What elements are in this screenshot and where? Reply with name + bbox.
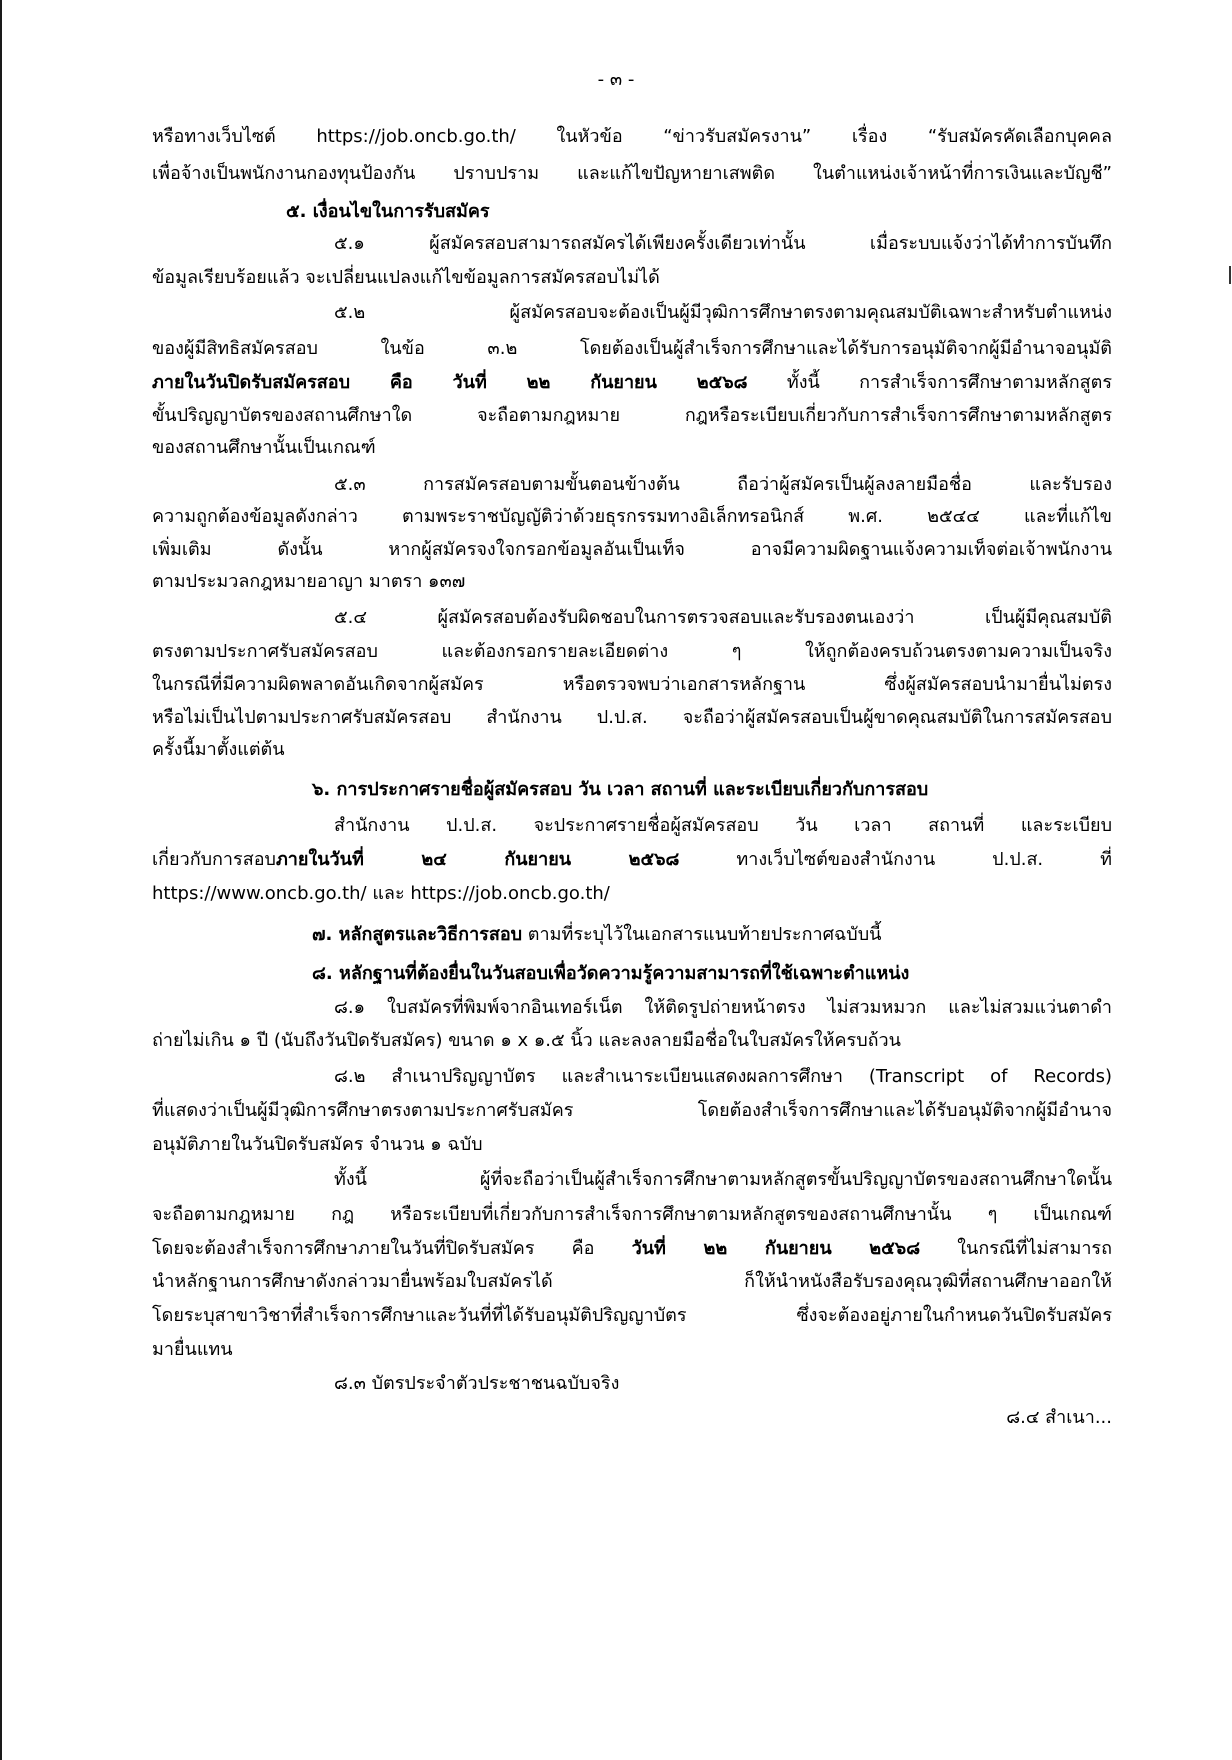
- section-6-text: ทางเว็บไซต์ของสำนักงาน ป.ป.ส. ที่: [679, 849, 1112, 870]
- intro-line: หรือทางเว็บไซต์ https://job.oncb.go.th/ ในหัวข้อ “ข่าวรับสมัครงาน” เรื่อง “รับสมัครคัดเลือกบุคคล: [152, 126, 1112, 147]
- closing-date-bold: วันที่ ๒๒ กันยายน ๒๕๖๘: [631, 1238, 921, 1259]
- note-line: จะถือตามกฎหมาย กฎ หรือระเบียบที่เกี่ยวกับการสำเร็จการศึกษาตามหลักสูตรของสถานศึกษานั้น ๆ เป็นเกณฑ์: [152, 1204, 1112, 1225]
- note-line: นำหลักฐานการศึกษาดังกล่าวมายื่นพร้อมใบสมัครได้ ก็ให้นำหนังสือรับรองคุณวุฒิที่สถานศึกษาออกให้: [152, 1271, 1112, 1292]
- item-5-4-line: ในกรณีที่มีความผิดพลาดอันเกิดจากผู้สมัคร หรือตรวจพบว่าเอกสารหลักฐาน ซึ่งผู้สมัครสอบนำมายื่นไม่ตรง: [152, 674, 1112, 695]
- section-6-heading: ๖. การประกาศรายชื่อผู้สมัครสอบ วัน เวลา สถานที่ และระเบียบเกี่ยวกับการสอบ: [312, 779, 929, 800]
- section-6-line: https://www.oncb.go.th/ และ https://job.oncb.go.th/: [152, 883, 610, 904]
- continuation-marker: ๘.๔ สำเนา...: [1006, 1407, 1112, 1428]
- item-8-1-line: ถ่ายไม่เกิน ๑ ปี (นับถึงวันปิดรับสมัคร) ขนาด ๑ x ๑.๕ นิ้ว และลงลายมือชื่อในใบสมัครให้ครบถ้วน: [152, 1030, 901, 1051]
- item-5-2-line: ของสถานศึกษานั้นเป็นเกณฑ์: [152, 437, 376, 458]
- item-5-2-text: ทั้งนี้ การสำเร็จการศึกษาตามหลักสูตร: [747, 372, 1112, 393]
- section-7-text: ตามที่ระบุไว้ในเอกสารแนบท้ายประกาศฉบับนี้: [522, 924, 882, 945]
- note-text: ในกรณีที่ไม่สามารถ: [920, 1238, 1113, 1259]
- note-line: ทั้งนี้ ผู้ที่จะถือว่าเป็นผู้สำเร็จการศึกษาตามหลักสูตรขั้นปริญญาบัตรของสถานศึกษาใดนั้น: [334, 1169, 1112, 1190]
- note-line: โดยระบุสาขาวิชาที่สำเร็จการศึกษาและวันที่ที่ได้รับอนุมัติปริญญาบัตร ซึ่งจะต้องอยู่ภายในกำหนดวันปิดรับสมัคร: [152, 1305, 1112, 1326]
- announcement-date-bold: ภายในวันที่ ๒๔ กันยายน ๒๕๖๘: [275, 849, 680, 870]
- item-5-1-line: ข้อมูลเรียบร้อยแล้ว จะเปลี่ยนแปลงแก้ไขข้อมูลการสมัครสอบไม่ได้: [152, 267, 660, 288]
- item-5-3-line: เพิ่มเติม ดังนั้น หากผู้สมัครจงใจกรอกข้อมูลอันเป็นเท็จ อาจมีความผิดฐานแจ้งความเท็จต่อเจ้าพนักงาน: [152, 539, 1112, 560]
- item-5-3-line: ตามประมวลกฎหมายอาญา มาตรา ๑๓๗: [152, 571, 466, 592]
- intro-line: เพื่อจ้างเป็นพนักงานกองทุนป้องกัน ปราบปราม และแก้ไขปัญหายาเสพติด ในตำแหน่งเจ้าหน้าที่การเงินและบัญชี”: [152, 163, 1112, 184]
- item-5-4-line: ๕.๔ ผู้สมัครสอบต้องรับผิดชอบในการตรวจสอบและรับรองตนเองว่า เป็นผู้มีคุณสมบัติ: [334, 607, 1112, 628]
- item-5-4-line: ตรงตามประกาศรับสมัครสอบ และต้องกรอกรายละเอียดต่าง ๆ ให้ถูกต้องครบถ้วนตรงตามความเป็นจริง: [152, 641, 1112, 662]
- closing-date-bold: ภายในวันปิดรับสมัครสอบ คือ วันที่ ๒๒ กันยายน ๒๕๖๘: [152, 372, 748, 393]
- section-7-line: [312, 918, 1112, 952]
- item-5-3-line: ความถูกต้องข้อมูลดังกล่าว ตามพระราชบัญญัติว่าด้วยธุรกรรมทางอิเล็กทรอนิกส์ พ.ศ. ๒๕๔๔ และที่แก้ไข: [152, 506, 1112, 527]
- item-5-2-line: [152, 366, 1112, 400]
- item-5-4-line: ครั้งนี้มาตั้งแต่ต้น: [152, 739, 285, 760]
- section-6-text: เกี่ยวกับการสอบ: [152, 849, 276, 870]
- note-text: โดยจะต้องสำเร็จการศึกษาภายในวันที่ปิดรับสมัคร คือ: [152, 1238, 632, 1259]
- item-5-2-line: ขั้นปริญญาบัตรของสถานศึกษาใด จะถือตามกฎหมาย กฎหรือระเบียบเกี่ยวกับการสำเร็จการศึกษาตามหลักสูตร: [152, 405, 1112, 426]
- item-5-2-line: ของผู้มีสิทธิสมัครสอบ ในข้อ ๓.๒ โดยต้องเป็นผู้สำเร็จการศึกษาและได้รับการอนุมัติจากผู้มีอำนาจอนุมัติ: [152, 338, 1112, 359]
- item-5-1-line: ๕.๑ ผู้สมัครสอบสามารถสมัครได้เพียงครั้งเดียวเท่านั้น เมื่อระบบแจ้งว่าได้ทำการบันทึก: [334, 233, 1112, 254]
- item-8-2-line: ที่แสดงว่าเป็นผู้มีวุฒิการศึกษาตรงตามประกาศรับสมัคร โดยต้องสำเร็จการศึกษาและได้รับอนุมัติจากผู้มีอำนาจ: [152, 1100, 1112, 1121]
- scan-mark: [1229, 266, 1231, 284]
- item-8-2-line: ๘.๒ สำเนาปริญญาบัตร และสำเนาระเบียนแสดงผลการศึกษา (Transcript of Records): [334, 1066, 1112, 1087]
- item-5-2-line: ๕.๒ ผู้สมัครสอบจะต้องเป็นผู้มีวุฒิการศึกษาตรงตามคุณสมบัติเฉพาะสำหรับตำแหน่ง: [334, 302, 1112, 323]
- page-number: - ๓ -: [597, 69, 635, 90]
- item-5-4-line: หรือไม่เป็นไปตามประกาศรับสมัครสอบ สำนักงาน ป.ป.ส. จะถือว่าผู้สมัครสอบเป็นผู้ขาดคุณสมบัติในการสมัครสอบ: [152, 707, 1112, 728]
- section-7-heading: ๗. หลักสูตรและวิธีการสอบ: [312, 924, 523, 945]
- item-8-3-line: ๘.๓ บัตรประจำตัวประชาชนฉบับจริง: [334, 1373, 620, 1394]
- note-line: [152, 1232, 1112, 1266]
- note-line: มายื่นแทน: [152, 1339, 233, 1360]
- page-edge-left: [0, 0, 2, 1760]
- section-5-heading: ๕. เงื่อนไขในการรับสมัคร: [286, 201, 490, 222]
- item-8-2-line: อนุมัติภายในวันปิดรับสมัคร จำนวน ๑ ฉบับ: [152, 1134, 483, 1155]
- section-6-line: สำนักงาน ป.ป.ส. จะประกาศรายชื่อผู้สมัครสอบ วัน เวลา สถานที่ และระเบียบ: [334, 815, 1112, 836]
- section-8-heading: ๘. หลักฐานที่ต้องยื่นในวันสอบเพื่อวัดความรู้ความสามารถที่ใช้เฉพาะตำแหน่ง: [312, 963, 910, 984]
- item-8-1-line: ๘.๑ ใบสมัครที่พิมพ์จากอินเทอร์เน็ต ให้ติดรูปถ่ายหน้าตรง ไม่สวมหมวก และไม่สวมแว่นตาดำ: [334, 997, 1112, 1018]
- section-6-line: [152, 843, 1112, 877]
- item-5-3-line: ๕.๓ การสมัครสอบตามขั้นตอนข้างต้น ถือว่าผู้สมัครเป็นผู้ลงลายมือชื่อ และรับรอง: [334, 474, 1112, 495]
